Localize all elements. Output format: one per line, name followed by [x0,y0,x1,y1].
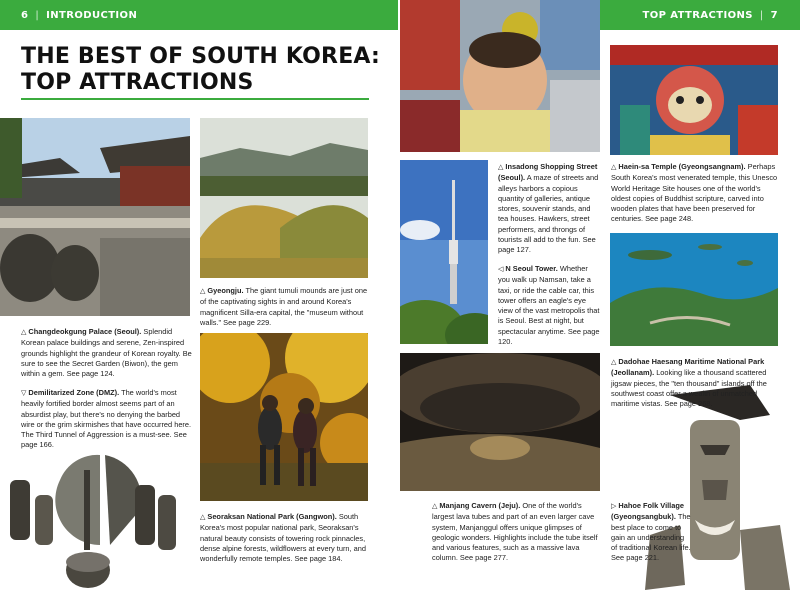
header-divider: | [35,9,40,21]
seoul-tower-photo [400,160,488,344]
caption-gyeongju [200,286,370,328]
caption-seoraksan-text: South Korea's most popular national park, Seoraksan's natural beauty consists of towering rock pinnacles, dense alpine forests, wildflowers at every turn, and wonderfully remote temples. See page 184. [200,512,366,564]
left-page-number: 6 [21,9,29,21]
caption-seoul-tower [498,264,600,347]
insadong-photo [400,0,600,152]
caption-hahoe-text: The best place to come to gain an understanding of traditional Korean life. See page 221. [611,512,691,563]
triangle-left-icon: ◁ [498,266,504,273]
triangle-up-icon: ▽ [21,390,27,397]
title-line-2: TOP ATTRACTIONS [21,70,254,95]
changdeokgung-photo [0,118,190,316]
triangle-up-icon: △ [200,288,206,295]
caption-seoultower-name: N Seoul Tower. [505,264,558,273]
caption-hahoe [611,501,691,564]
triangle-right-icon: ▷ [611,503,617,510]
triangle-up-icon: △ [611,164,617,171]
right-page-number: 7 [770,9,778,21]
dmz-sculpture-photo [0,450,190,595]
caption-dadohae [611,357,779,409]
caption-dadohae-name: Dadohae Haesang Maritime National Park (Jeollanam). [611,357,765,378]
caption-seoraksan-name: Seoraksan National Park (Gangwon). [207,512,337,521]
caption-changdeokgung [21,327,192,379]
caption-hahoe-name: Hahoe Folk Village (Gyeongsangbuk). [611,501,684,522]
caption-haeinsa [611,162,779,225]
caption-seoultower-text: Whether you walk up Namsan, take a taxi, or ride the cable car, this tower offers an eagle's eye view of the vast metropolis that is Seoul. Best at night, but spectacular anytime. See page 120. [498,264,600,347]
triangle-up-icon: △ [498,164,504,171]
caption-dmz [21,388,192,451]
caption-manjang [432,501,600,564]
triangle-up-icon: △ [432,503,438,510]
caption-manjang-name: Manjang Cavern (Jeju). [439,501,521,510]
triangle-up-icon: △ [21,329,27,336]
triangle-up-icon: △ [611,359,617,366]
right-section-title: TOP ATTRACTIONS [642,9,753,21]
caption-gyeongju-name: Gyeongju. [207,286,244,295]
left-section-title: INTRODUCTION [46,9,138,21]
caption-changdeokgung-name: Changdeokgung Palace (Seoul). [28,327,142,336]
title-line-1: THE BEST OF SOUTH KOREA: [21,44,381,69]
caption-seoraksan [200,512,370,564]
caption-insadong-text: A maze of streets and alleys harbors a copious quantity of galleries, antique stores, souvenir stands, and tea houses. Hawkers, street performers, and throngs of tourists all add to the fun. See page 127. [498,173,599,255]
triangle-up-icon: △ [200,514,206,521]
haeinsa-photo [610,45,778,155]
dadohae-photo [610,233,778,346]
caption-dmz-name: Demilitarized Zone (DMZ). [28,388,120,397]
gyeongju-photo [200,118,368,278]
caption-changdeokgung-text: Splendid Korean palace buildings and serene, Zen-inspired grounds highlight the grandeur of Korean royalty. Be sure to see the Secret Garden (Biwon), the gem within a gem. See page 124. [21,327,192,379]
caption-haeinsa-name: Haein-sa Temple (Gyeongsangnam). [618,162,746,171]
title-underline [21,98,369,100]
caption-gyeongju-text: The giant tumuli mounds are just one of the captivating sights in and around Korea's magnificent Silla-era capital, the "museum without walls." See page 229. [200,286,368,327]
caption-insadong-name: Insadong Shopping Street (Seoul). [498,162,598,183]
caption-insadong [498,162,600,256]
left-page-header [0,0,398,30]
page-title [21,44,380,96]
caption-manjang-text: One of the world's largest lava tubes and part of an even larger cave system, Manjanggul offers unique glimpses of geologic wonders. Highlights include the tube itself and various features, such as a massive lava column. See page 277. [432,501,598,563]
seoraksan-photo [200,333,368,501]
caption-dmz-text: The world's most heavily fortified border almost seems part of an absurdist play, but there's no denying the barbed wire or the grim skirmishes that have occurred here. The Third Tunnel of Aggression is a must-see. See page 166. [21,388,192,450]
caption-dadohae-text: Looking like a thousand scattered jigsaw pieces, the "ten thousand" islands off the southwest coast offer a wealth of unmatched maritime vistas. See page 268. [611,368,767,409]
right-page-header [600,0,800,30]
manjang-cavern-photo [400,353,600,491]
header-divider: | [759,9,764,21]
caption-haeinsa-text: Perhaps South Korea's most venerated temple, this Unesco World Heritage Site houses one of the world's oldest copies of Buddhist scripture, carved into wooden plates that have been preserved for centuries. See page 248. [611,162,778,224]
